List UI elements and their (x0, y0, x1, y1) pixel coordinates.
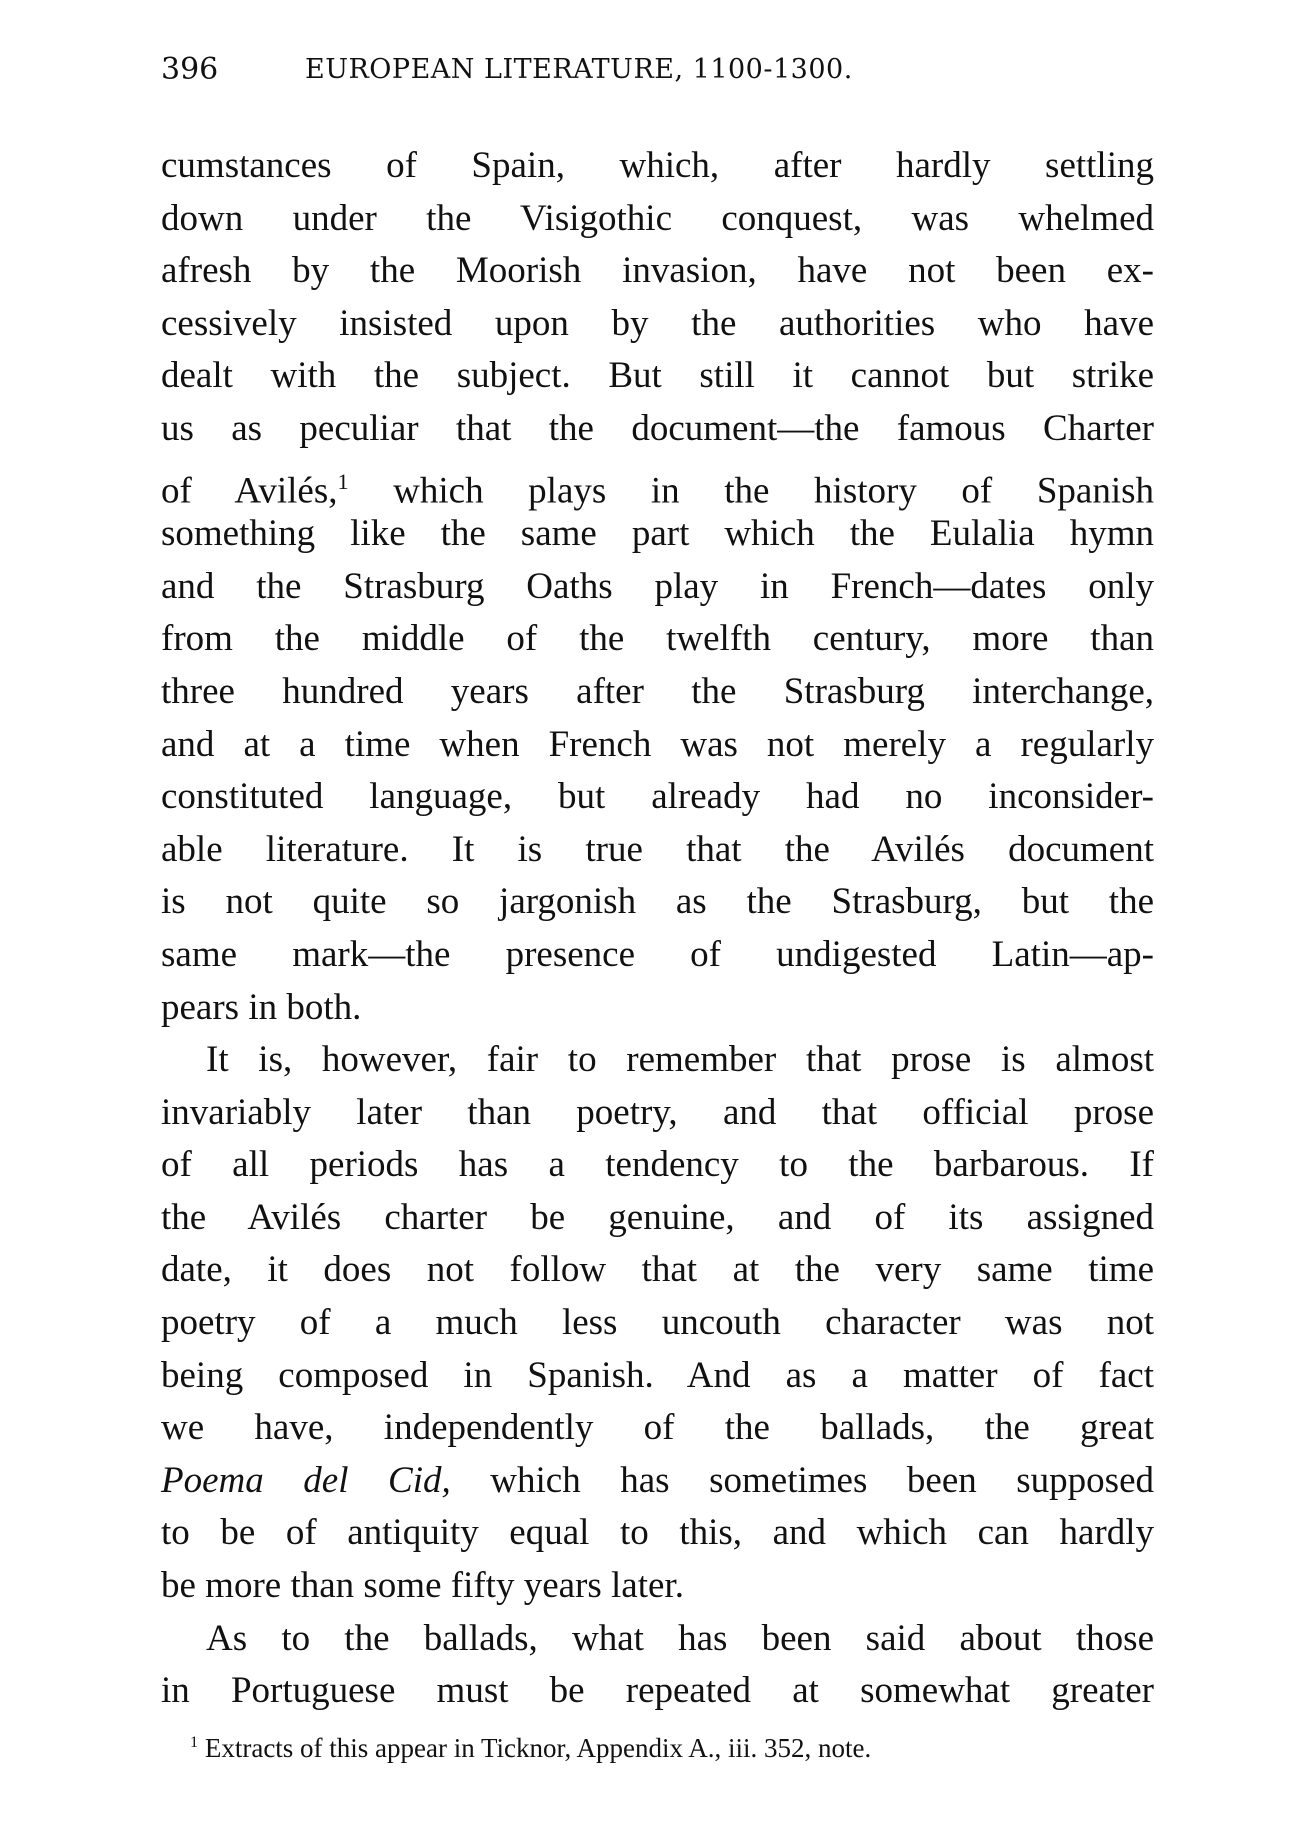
text-line: and the Strasburg Oaths play in French—dates only (161, 565, 1154, 607)
text-segment: which has sometimes been supposed (450, 1459, 1154, 1501)
text-line: we have, independently of the ballads, the great (161, 1407, 1154, 1449)
text-line: to be of antiquity equal to this, and which can hardly (161, 1512, 1154, 1554)
text-line: the Avilés charter be genuine, and of its assigned (161, 1196, 1154, 1238)
italic-title: Poema del Cid, (161, 1459, 451, 1501)
text-line: poetry of a much less uncouth character was not (161, 1302, 1154, 1344)
text-segment: of Avilés, (161, 469, 338, 511)
text-line: down under the Visigothic conquest, was whelmed (161, 197, 1154, 239)
text-line: invariably later than poetry, and that official prose (161, 1091, 1154, 1133)
text-line: and at a time when French was not merely a regularly (161, 723, 1154, 765)
text-line: us as peculiar that the document—the famous Charter (161, 407, 1154, 449)
running-title: EUROPEAN LITERATURE, 1100-1300. (305, 54, 853, 85)
text-line: pears in both. (161, 986, 362, 1028)
text-segment: which plays in the history of Spanish (348, 469, 1154, 511)
text-line: date, it does not follow that at the very same time (161, 1249, 1154, 1291)
text-line: same mark—the presence of undigested Latin—ap- (161, 933, 1154, 975)
text-line: It is, however, fair to remember that prose is almost (206, 1039, 1154, 1081)
text-line: dealt with the subject. But still it cannot but strike (161, 355, 1154, 397)
text-line: cumstances of Spain, which, after hardly settling (161, 145, 1154, 186)
text-line: As to the ballads, what has been said about those (206, 1617, 1154, 1659)
text-line: afresh by the Moorish invasion, have not been ex- (161, 250, 1154, 292)
footnote (190, 1733, 871, 1764)
text-line: being composed in Spanish. And as a matter of fact (161, 1354, 1154, 1396)
text-line: from the middle of the twelfth century, more than (161, 618, 1154, 660)
text-line: able literature. It is true that the Avilés document (161, 828, 1154, 870)
text-line: constituted language, but already had no inconsider- (161, 776, 1154, 818)
text-line: be more than some fifty years later. (161, 1565, 684, 1607)
body-text (161, 140, 1154, 1718)
text-line (161, 456, 1154, 509)
text-line: cessively insisted upon by the authorities who have (161, 302, 1154, 344)
footnote-marker: 1 (190, 1733, 199, 1751)
text-line: three hundred years after the Strasburg interchange, (161, 670, 1154, 712)
text-line (161, 1455, 1154, 1508)
text-line: something like the same part which the Eulalia hymn (161, 513, 1154, 555)
page-number: 396 (161, 52, 219, 87)
text-line: of all periods has a tendency to the barbarous. If (161, 1144, 1154, 1186)
footnote-ref[interactable]: 1 (337, 468, 349, 494)
text-line: is not quite so jargonish as the Strasburg, but the (161, 881, 1154, 923)
footnote-text: Extracts of this appear in Ticknor, Appendix A., iii. 352, note. (198, 1733, 872, 1763)
text-line: in Portuguese must be repeated at somewhat greater (161, 1670, 1154, 1712)
